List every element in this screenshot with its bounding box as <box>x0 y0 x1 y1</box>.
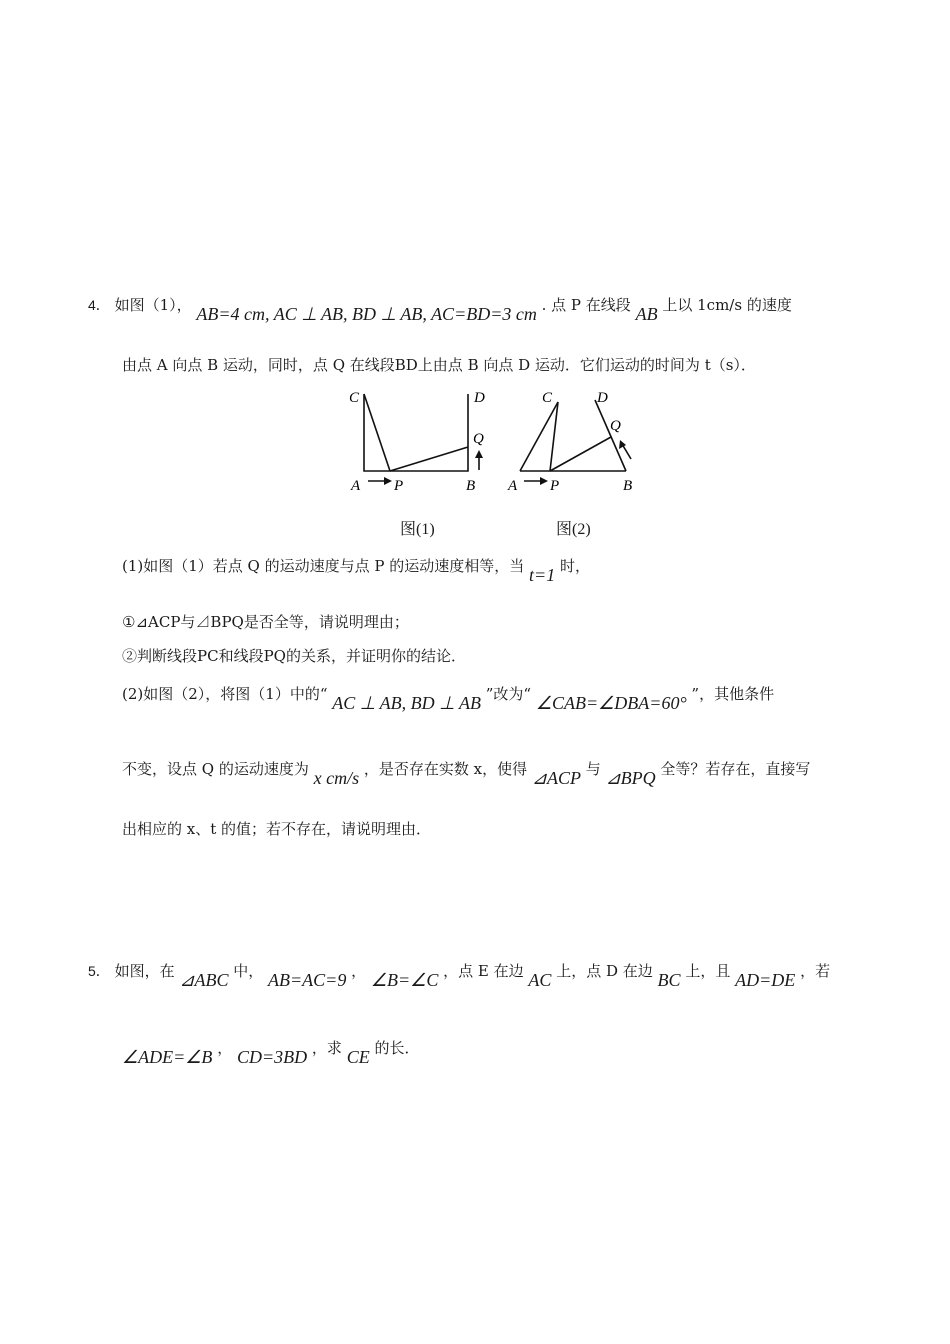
p5-segment-ce: CE <box>346 1047 370 1067</box>
fig1-arrowhead-up <box>475 450 483 458</box>
fig1-label-b: B <box>466 478 476 494</box>
p5-ab-ac: AB=AC=9 <box>268 970 347 990</box>
fig2-label-b: B <box>623 478 633 494</box>
problem-4-line-2: 由点 A 向点 B 运动，同时，点 Q 在线段BD上由点 B 向点 D 运动．它们运动的时间为 t（s）． <box>122 356 756 374</box>
question-2-line-1 <box>122 683 775 713</box>
fig2-segment-bd <box>595 400 626 471</box>
p5-side-ac: AC <box>528 970 552 990</box>
q2-math-speed: x cm/s <box>313 768 360 788</box>
question-1 <box>122 555 590 585</box>
fig1-label-c: C <box>349 390 360 406</box>
p5-text-b: 中， <box>233 962 264 980</box>
q1-text: (1)如图（1）若点 Q 的运动速度与点 P 的运动速度相等，当 <box>122 557 525 575</box>
p4-speed-text: 上以 1cm/s 的速度 <box>662 296 792 314</box>
q2-math-perp: AC ⊥ AB, BD ⊥ AB <box>332 693 481 713</box>
q2-math-bpq: ⊿BPQ <box>605 768 656 788</box>
fig2-segment-cp <box>550 402 558 471</box>
fig1-label-d: D <box>474 390 485 406</box>
p5-angle-ade: ∠ADE=∠B <box>122 1047 213 1067</box>
q2-text-c: ”，其他条件 <box>691 685 775 703</box>
fig2-label-a: A <box>508 478 518 494</box>
p5-text-c: ， <box>351 962 367 980</box>
p5-ad-de: AD=DE <box>735 970 796 990</box>
p5-text-d: ，点 E 在边 <box>443 962 524 980</box>
p4-segment-ab: AB <box>635 304 658 324</box>
q2-text-a: (2)如图（2），将图（1）中的“ <box>122 685 328 703</box>
q2-text-g: 全等？若存在，直接写 <box>660 760 811 778</box>
p5-text-a: 如图，在 <box>114 962 175 980</box>
fig2-segment-ac <box>520 402 558 471</box>
figure-1-caption: 图(1) <box>400 521 435 538</box>
problem-5-line-1 <box>88 960 831 990</box>
fig2-label-d: D <box>597 390 608 406</box>
fig2-label-p: P <box>550 478 560 494</box>
figure-2 <box>500 380 650 500</box>
fig1-label-a: A <box>351 478 361 494</box>
fig1-arrowhead-right <box>384 477 392 485</box>
problem-4-line-1 <box>88 294 792 324</box>
fig1-segment-cp <box>364 394 390 471</box>
question-2-line-2 <box>122 758 811 788</box>
q2-text-b: ”改为“ <box>485 685 532 703</box>
q2-math-acp: ⊿ACP <box>531 768 581 788</box>
fig1-label-p: P <box>394 478 404 494</box>
problem-4-number: 4． <box>88 297 110 313</box>
fig2-segment-pq <box>550 437 611 471</box>
fig2-label-c: C <box>542 390 553 406</box>
p4-given-math: AB=4 cm, AC ⊥ AB, BD ⊥ AB, AC=BD=3 cm <box>196 304 537 324</box>
p5-text-j: 的长． <box>374 1039 420 1057</box>
q2-text-f: 与 <box>585 760 601 778</box>
fig2-arrowhead-right <box>540 477 548 485</box>
p5-text-h: ， <box>217 1039 233 1057</box>
p5-side-bc: BC <box>657 970 681 990</box>
q2-text-d: 不变，设点 Q 的运动速度为 <box>122 760 309 778</box>
p5-angle-b-c: ∠B=∠C <box>370 970 439 990</box>
p5-text-g: ，若 <box>800 962 831 980</box>
question-1-part-ii: ②判断线段PC和线段PQ的关系，并证明你的结论． <box>122 647 466 665</box>
p5-triangle-abc: ⊿ABC <box>179 970 229 990</box>
figure-1 <box>340 380 500 500</box>
figure-2-caption: 图(2) <box>556 521 591 538</box>
question-1-part-i: ①⊿ACP与⊿BPQ是否全等，请说明理由； <box>122 613 409 631</box>
fig1-label-q: Q <box>473 431 484 447</box>
p5-cd-bd: CD=3BD <box>236 1047 308 1067</box>
p5-text-e: 上，点 D 在边 <box>556 962 653 980</box>
q1-t-value: t=1 <box>529 565 556 585</box>
p4-text: . 点 P 在线段 <box>541 296 631 314</box>
p5-text-i: ，求 <box>311 1039 342 1057</box>
q1-text-end: 时， <box>559 557 590 575</box>
problem-5-number: 5． <box>88 963 110 979</box>
q2-math-angles: ∠CAB=∠DBA=60° <box>535 693 687 713</box>
question-2-line-3: 出相应的 x、t 的值；若不存在，请说明理由． <box>122 820 432 838</box>
problem-5-line-2 <box>122 1037 420 1067</box>
fig2-label-q: Q <box>610 418 621 434</box>
fig1-frame <box>364 394 468 471</box>
q2-text-e: ，是否存在实数 x，使得 <box>363 760 528 778</box>
fig1-segment-pq <box>390 447 468 471</box>
p5-text-f: 上，且 <box>685 962 731 980</box>
p4-intro: 如图（1）， <box>114 296 192 314</box>
